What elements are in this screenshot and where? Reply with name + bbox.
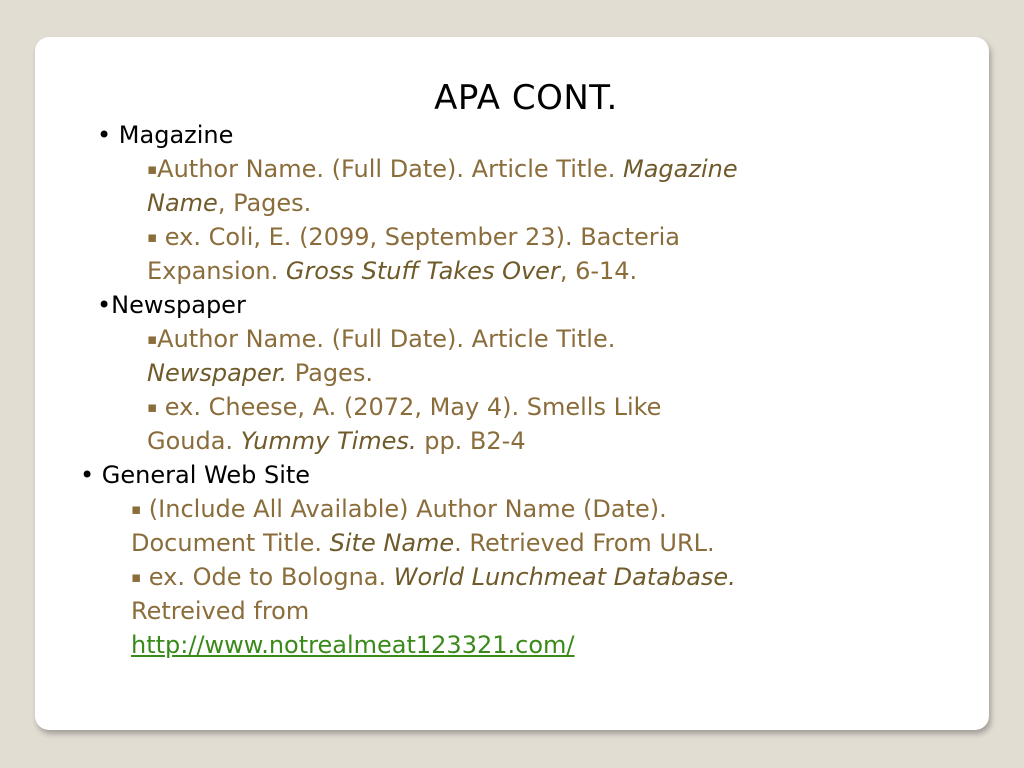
square-bullet-icon: ▪ [147,398,158,416]
newspaper-format-line2 [147,356,373,390]
web-example-text-2: Retreived from [131,597,310,625]
magazine-heading [97,118,233,152]
newspaper-format-italic: Newspaper. [147,359,288,387]
magazine-example-line1 [147,220,680,257]
magazine-example-italic: Gross Stuff Takes Over [285,257,560,285]
newspaper-example-line1 [147,390,661,427]
magazine-format-italic: Magazine [623,155,738,183]
web-format-italic: Site Name [329,529,455,557]
newspaper-heading [97,288,246,322]
web-example-italic: World Lunchmeat Database. [393,563,736,591]
web-example-line1 [131,560,736,597]
web-heading-text: General Web Site [101,461,311,489]
web-format-end: . Retrieved From URL. [454,529,715,557]
newspaper-example-text: ex. Cheese, A. (2072, May 4). Smells Like [157,393,662,421]
square-bullet-icon: ▪ [147,330,158,348]
slide-title: APA CONT. [434,78,618,118]
web-example-text: ex. Ode to Bologna. [141,563,394,591]
dot-bullet-icon: • [97,121,112,149]
square-bullet-icon: ▪ [147,160,158,178]
magazine-example-text: ex. Coli, E. (2099, September 23). Bacteria [157,223,680,251]
square-bullet-icon: ▪ [147,228,158,246]
magazine-format-text-2: , Pages. [217,189,312,217]
web-format-line1 [131,492,667,529]
magazine-format-line1 [147,152,738,189]
web-format-text: (Include All Available) Author Name (Date). [141,495,667,523]
magazine-format-italic-2: Name [147,189,218,217]
web-example-url-line [131,628,574,662]
web-heading [80,458,310,492]
magazine-example-line2 [147,254,637,288]
web-format-line2 [131,526,715,560]
magazine-format-line2 [147,186,311,220]
newspaper-heading-text: Newspaper [111,291,246,319]
web-format-text-2: Document Title. [131,529,330,557]
newspaper-format-text: Author Name. (Full Date). Article Title. [157,325,616,353]
newspaper-example-line2 [147,424,526,458]
square-bullet-icon: ▪ [131,568,142,586]
newspaper-format-line1 [147,322,615,359]
example-url-link[interactable]: http://www.notrealmeat123321.com/ [131,631,575,659]
newspaper-example-end: pp. B2-4 [416,427,526,455]
newspaper-example-text-2: Gouda. [147,427,241,455]
newspaper-example-italic: Yummy Times. [240,427,417,455]
magazine-example-end: , 6-14. [559,257,638,285]
dot-bullet-icon: • [97,291,112,319]
magazine-format-text: Author Name. (Full Date). Article Title. [157,155,623,183]
dot-bullet-icon: • [80,461,95,489]
newspaper-format-text-2: Pages. [287,359,373,387]
web-example-line2 [131,594,309,628]
square-bullet-icon: ▪ [131,500,142,518]
magazine-heading-text: Magazine [118,121,234,149]
magazine-example-text-2: Expansion. [147,257,286,285]
